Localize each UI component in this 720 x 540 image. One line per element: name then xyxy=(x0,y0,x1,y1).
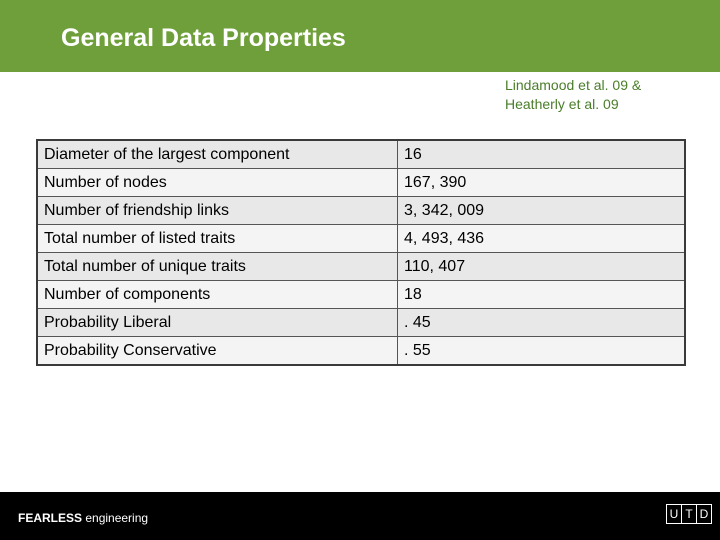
table-row xyxy=(37,197,685,225)
table-row xyxy=(37,140,685,169)
row-label: Total number of unique traits xyxy=(37,253,398,281)
row-value: 167, 390 xyxy=(398,169,686,197)
row-value: 16 xyxy=(398,140,686,169)
table-row xyxy=(37,337,685,366)
row-label: Number of components xyxy=(37,281,398,309)
data-properties-table xyxy=(36,139,686,366)
table-row xyxy=(37,281,685,309)
row-value: . 45 xyxy=(398,309,686,337)
footer-bar xyxy=(0,492,720,540)
table-row xyxy=(37,253,685,281)
row-label: Total number of listed traits xyxy=(37,225,398,253)
table-row xyxy=(37,225,685,253)
logo-letter-d: D xyxy=(699,507,709,521)
slogan-bold: FEARLESS xyxy=(18,511,83,525)
logo-letter-u: U xyxy=(667,505,682,523)
row-label: Number of friendship links xyxy=(37,197,398,225)
citation-line-1: Lindamood et al. 09 & xyxy=(505,77,642,93)
row-value: 3, 342, 009 xyxy=(398,197,686,225)
row-label: Diameter of the largest component xyxy=(37,140,398,169)
page-title: General Data Properties xyxy=(61,24,346,52)
row-value: 4, 493, 436 xyxy=(398,225,686,253)
header-bar xyxy=(0,0,720,72)
row-label: Probability Liberal xyxy=(37,309,398,337)
citation xyxy=(505,76,641,114)
footer-slogan xyxy=(18,511,148,525)
row-value: 18 xyxy=(398,281,686,309)
utd-logo xyxy=(666,504,712,524)
table-row xyxy=(37,309,685,337)
row-value: . 55 xyxy=(398,337,686,366)
table-row xyxy=(37,169,685,197)
slogan-rest: engineering xyxy=(82,511,149,525)
row-label: Probability Conservative xyxy=(37,337,398,366)
row-value: 110, 407 xyxy=(398,253,686,281)
citation-line-2: Heatherly et al. 09 xyxy=(505,96,619,112)
row-label: Number of nodes xyxy=(37,169,398,197)
logo-letter-t: T xyxy=(682,505,697,523)
